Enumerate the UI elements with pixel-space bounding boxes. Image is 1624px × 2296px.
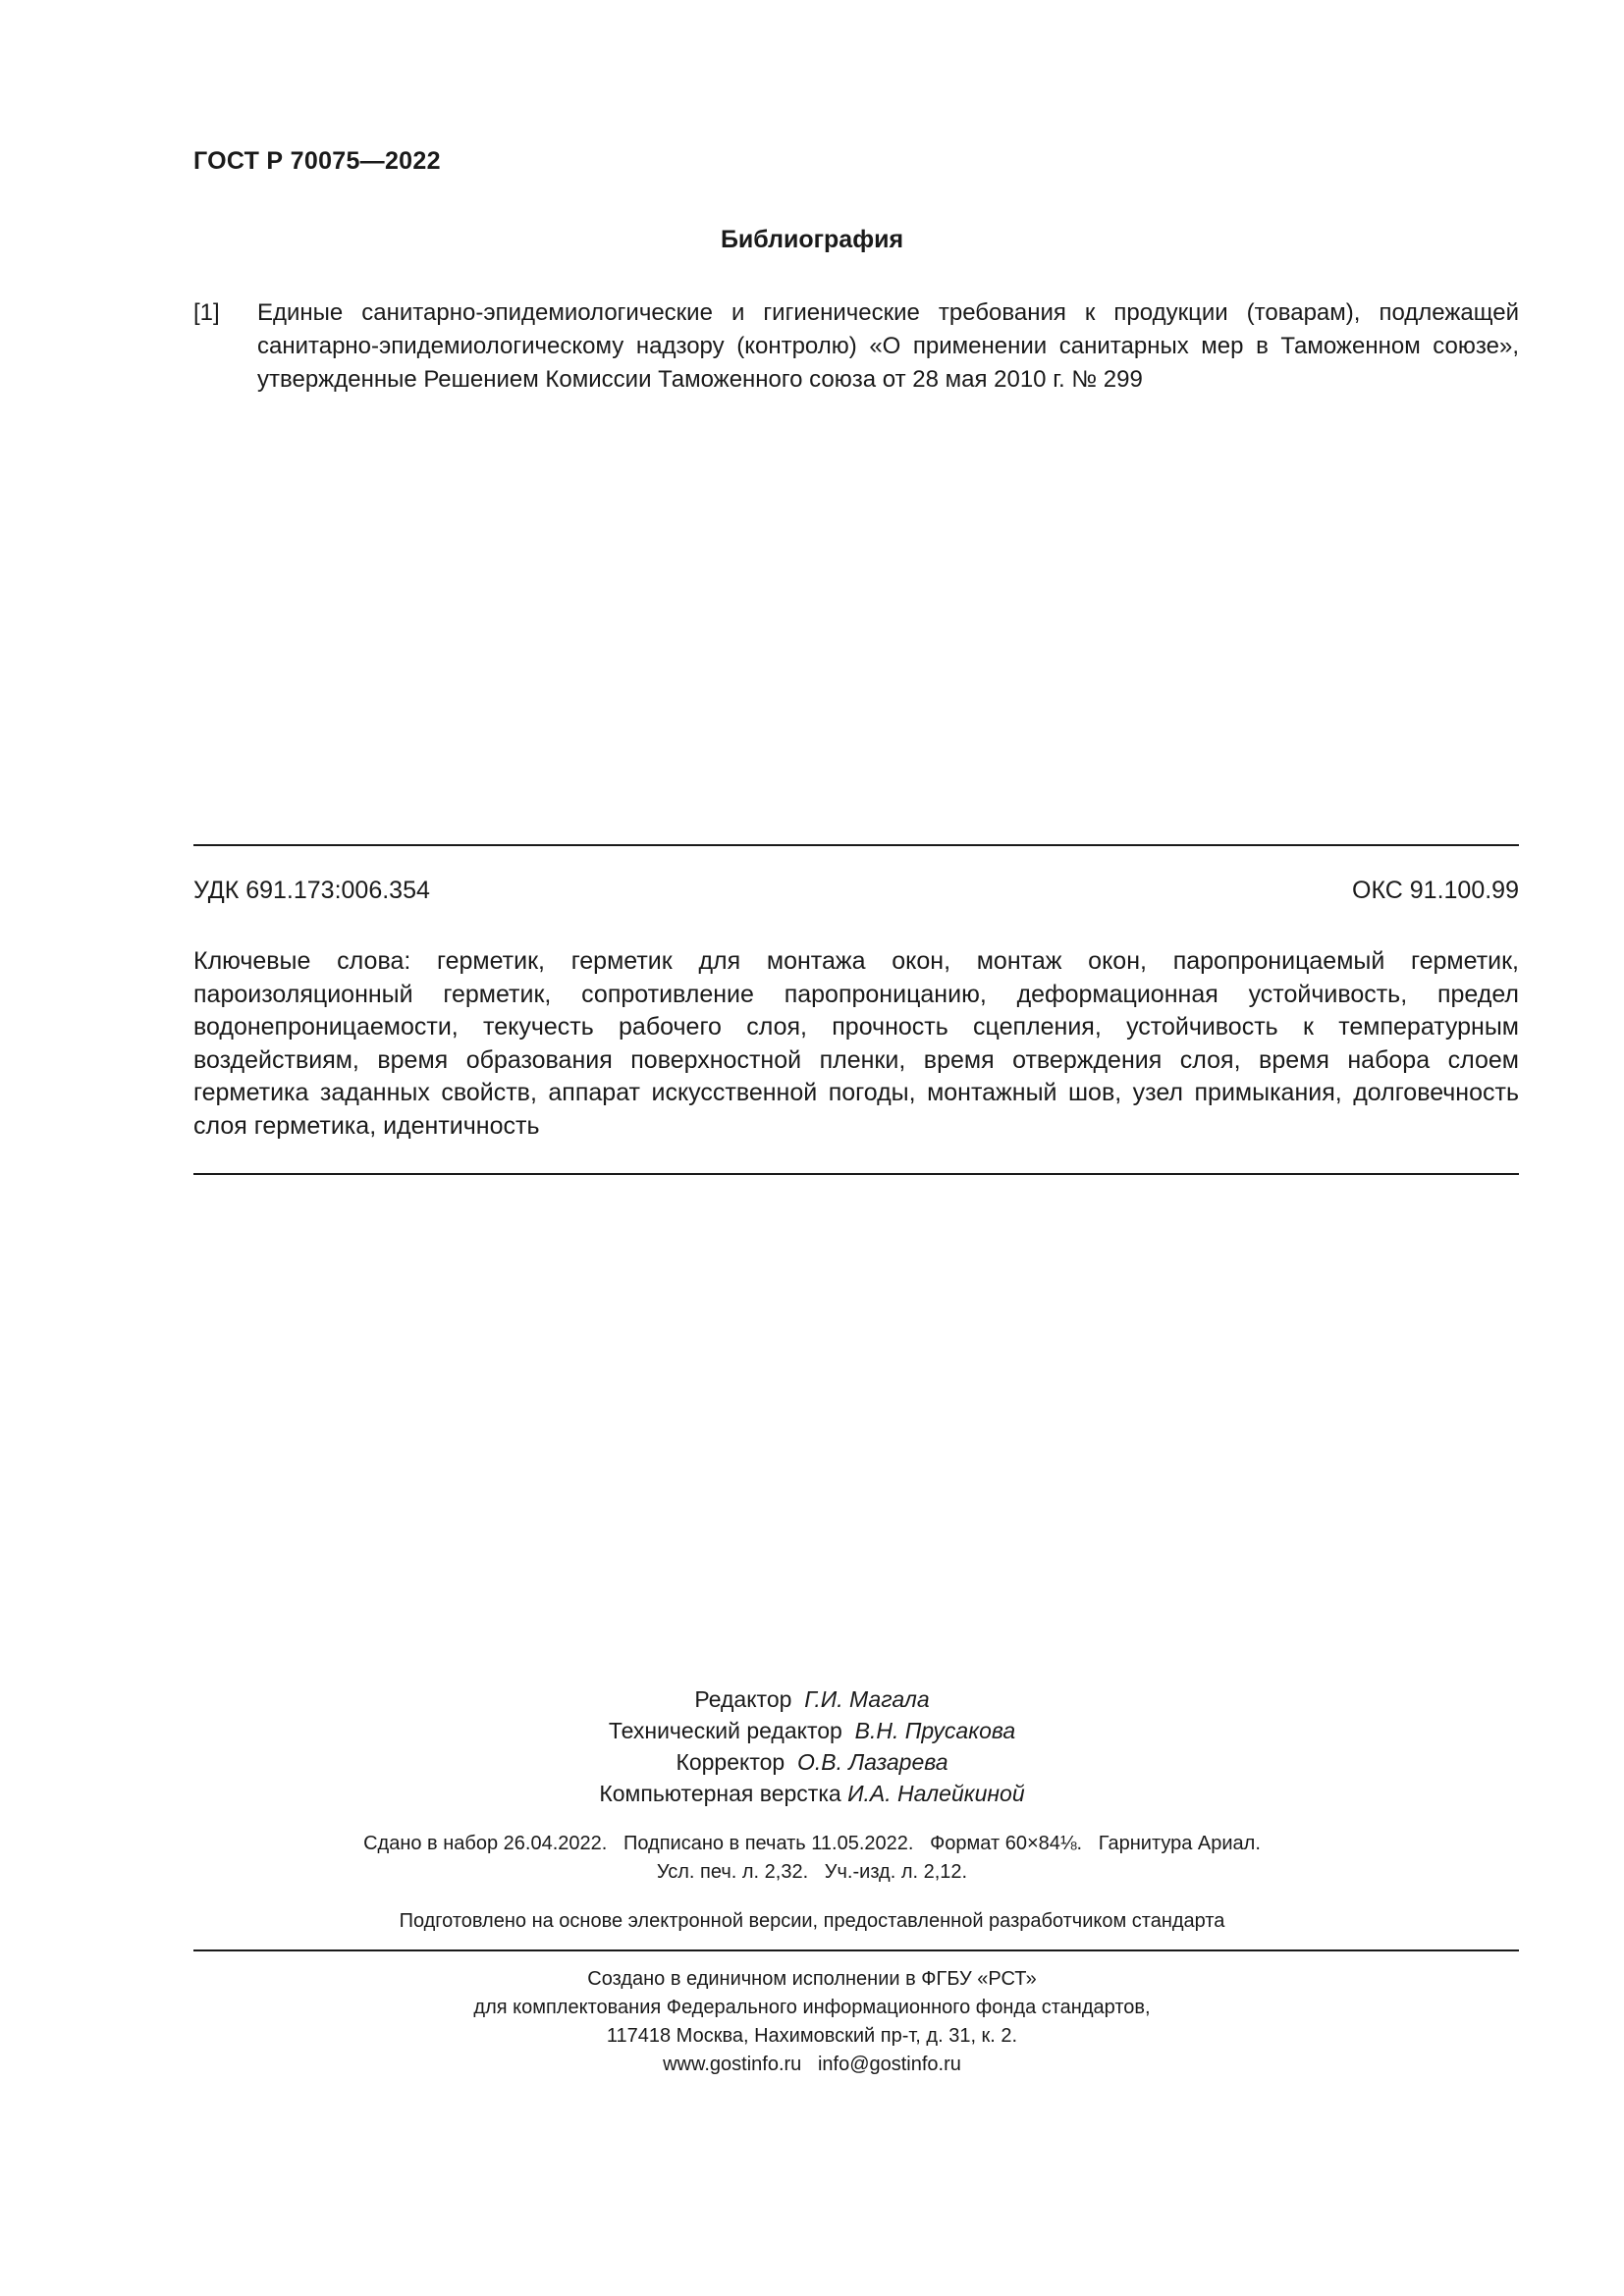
- credit-role: Технический редактор: [608, 1718, 842, 1743]
- credit-layout: [0, 1778, 1624, 1809]
- credit-name: В.Н. Прусакова: [854, 1718, 1016, 1743]
- credit-role: Корректор: [676, 1749, 785, 1775]
- publisher-footer: [0, 1965, 1624, 2079]
- prepared-note: Подготовлено на основе электронной версии, предоставленной разработчиком стандарта: [399, 1910, 1225, 1932]
- bibliography-entry: [193, 296, 1519, 397]
- credit-role: Редактор: [694, 1686, 792, 1712]
- bibliography-entry-number: [1]: [193, 299, 220, 326]
- print-info-line: Сдано в набор 26.04.2022. Подписано в печать 11.05.2022. Формат 60×84⅛. Гарнитура Ариал.: [363, 1833, 1261, 1854]
- print-info: [0, 1830, 1624, 1887]
- divider-top: [193, 844, 1519, 846]
- credit-name: И.А. Налейкиной: [847, 1781, 1025, 1806]
- credit-tech-editor: [0, 1715, 1624, 1746]
- divider-bottom: [193, 1949, 1519, 1951]
- credit-proofreader: [0, 1746, 1624, 1778]
- udk-code: УДК 691.173:006.354: [193, 877, 430, 904]
- footer-line: Создано в единичном исполнении в ФГБУ «РСТ»: [587, 1968, 1037, 1990]
- credit-name: О.В. Лазарева: [796, 1749, 948, 1775]
- credit-role: Компьютерная верстка: [599, 1781, 841, 1806]
- footer-line: 117418 Москва, Нахимовский пр-т, д. 31, к. 2.: [606, 2025, 1018, 2047]
- footer-line: для комплектования Федерального информационного фонда стандартов,: [473, 1997, 1151, 2018]
- divider-middle: [193, 1173, 1519, 1175]
- credits-block: [0, 1683, 1624, 1809]
- oks-code: ОКС 91.100.99: [1352, 877, 1519, 904]
- credit-editor: [0, 1683, 1624, 1715]
- keywords-paragraph: Ключевые слова: герметик, герметик для монтажа окон, монтаж окон, паропроницаемый герметик, пароизоляционный герметик, сопротивление паропроницанию, деформационная устойчивость, предел водонепроницаемости, текучесть рабочего слоя, прочность сцепления, устойчивость к температурным воздействиям, время образования поверхностной пленки, время отверждения слоя, время набора слоем герметика заданных свойств, аппарат искусственной погоды, монтажный шов, узел примыкания, долговечность слоя герметика, идентичность: [193, 947, 1519, 1140]
- bibliography-entry-text: Единые санитарно-эпидемиологические и гигиенические требования к продукции (товарам), подлежащей санитарно-эпидемиологическому надзору (контролю) «О применении санитарных мер в Таможенном союзе», утвержденные Решением Комиссии Таможенного союза от 28 мая 2010 г. № 299: [257, 299, 1519, 393]
- document-code: ГОСТ Р 70075—2022: [193, 147, 441, 175]
- bibliography-title: Библиография: [720, 226, 904, 253]
- footer-contacts: www.gostinfo.ru info@gostinfo.ru: [663, 2054, 961, 2075]
- credit-name: Г.И. Магала: [804, 1686, 930, 1712]
- print-info-line: Усл. печ. л. 2,32. Уч.-изд. л. 2,12.: [656, 1861, 968, 1883]
